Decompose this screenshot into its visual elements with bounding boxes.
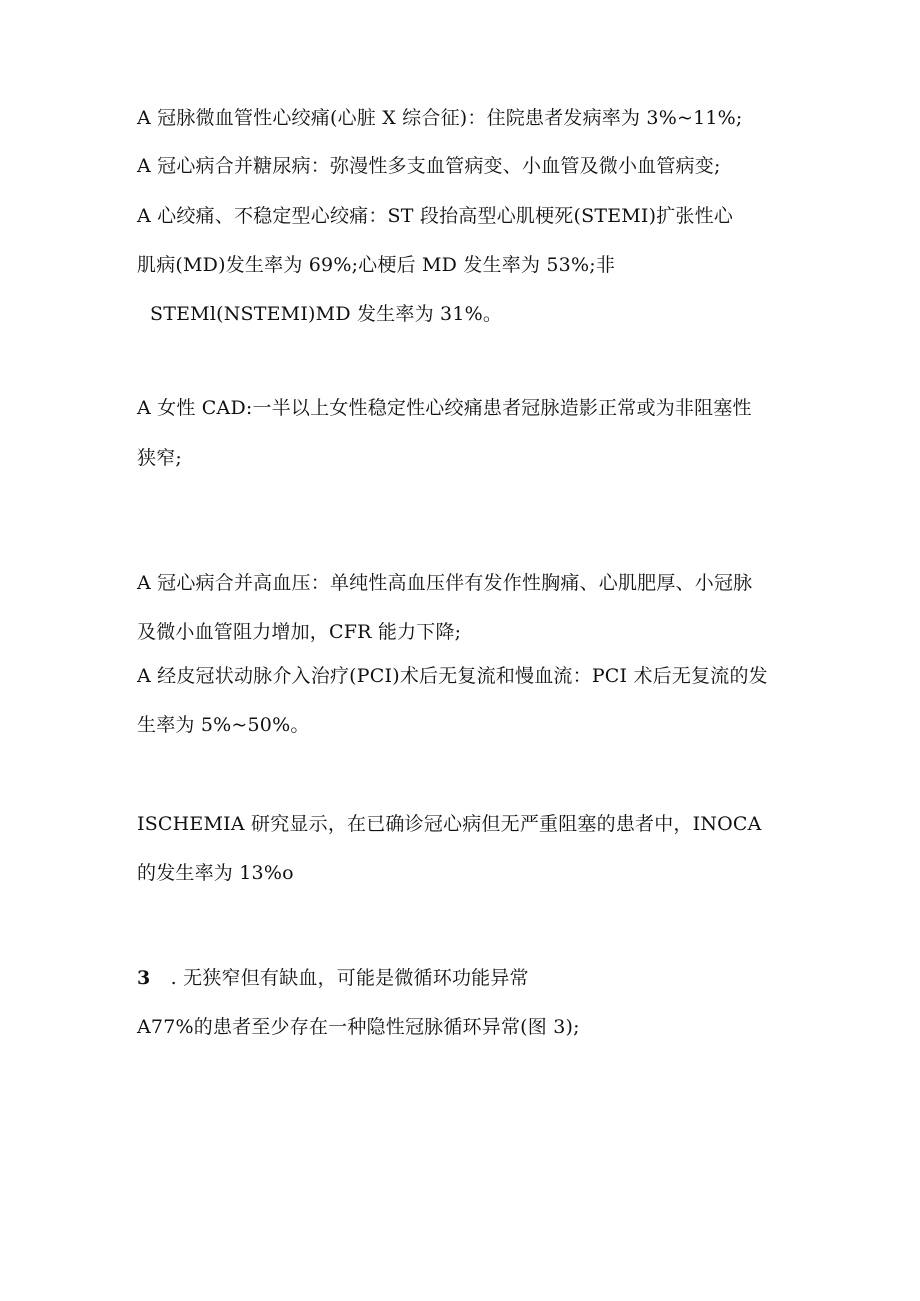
section-title: . 无狭窄但有缺血，可能是微循环功能异常 bbox=[170, 967, 529, 989]
section-heading bbox=[137, 966, 529, 990]
text-line-ischemia: ISCHEMIA 研究显示，在已确诊冠心病但无严重阻塞的患者中，INOCA bbox=[137, 813, 762, 835]
text-line-cfr: 及微小血管阻力增加，CFR 能力下降; bbox=[137, 621, 462, 643]
text-line-pci: A 经皮冠状动脉介入治疗(PCI)术后无复流和慢血流：PCI 术后无复流的发 bbox=[137, 665, 768, 687]
text-line-microvascular-angina: A 冠脉微血管性心绞痛(心脏 X 综合征)：住院患者发病率为 3%~11%; bbox=[137, 107, 743, 129]
text-line-diabetes: A 冠心病合并糖尿病：弥漫性多支血管病变、小血管及微小血管病变; bbox=[137, 155, 721, 177]
text-line-pci-rate: 生率为 5%~50%。 bbox=[137, 714, 310, 736]
text-line-md-rate: 肌病(MD)发生率为 69%;心梗后 MD 发生率为 53%;非 bbox=[137, 254, 616, 276]
section-number: 3 bbox=[137, 967, 151, 989]
text-line-angina-stemi: A 心绞痛、不稳定型心绞痛：ST 段抬高型心肌梗死(STEMI)扩张性心 bbox=[137, 205, 734, 227]
text-line-nstemi: STEMl(NSTEMI)MD 发生率为 31%。 bbox=[150, 303, 503, 325]
text-line-hypertension: A 冠心病合并高血压：单纯性高血压伴有发作性胸痛、心肌肥厚、小冠脉 bbox=[137, 572, 753, 594]
text-line-circulation-abnormal: A77%的患者至少存在一种隐性冠脉循环异常(图 3); bbox=[137, 1016, 580, 1038]
text-line-female-cad: A 女性 CAD:一半以上女性稳定性心绞痛患者冠脉造影正常或为非阻塞性 bbox=[137, 397, 752, 419]
text-line-inoca-rate: 的发生率为 13%o bbox=[137, 862, 294, 884]
text-line-stenosis: 狭窄; bbox=[137, 447, 183, 469]
